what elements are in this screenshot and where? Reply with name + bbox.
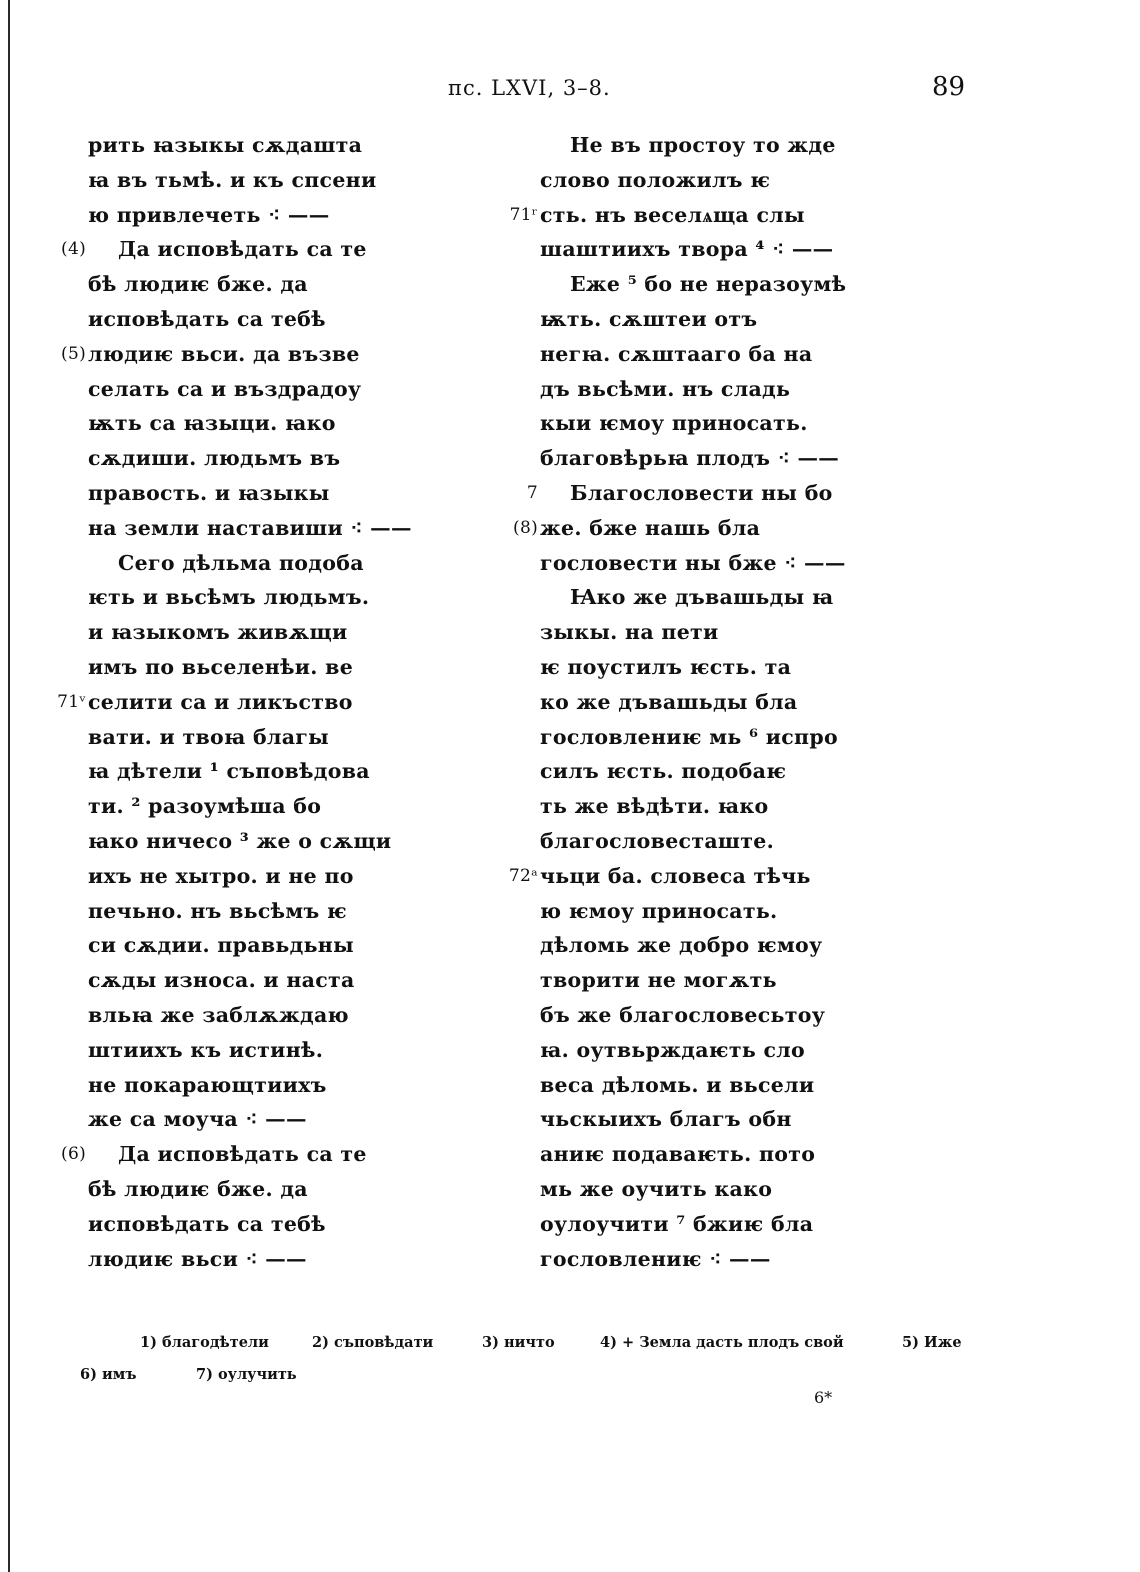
right-column (496, 128, 896, 1276)
line-text: Да исповѣдать са те (118, 1142, 367, 1167)
line-text: селити са и ликъство (88, 689, 353, 714)
text-line (496, 337, 896, 372)
line-text: ко же дъвашьды бла (540, 689, 798, 714)
line-marker: (4) (61, 239, 86, 260)
text-line (496, 650, 896, 685)
line-text: ѭть са ꙗзыци. ꙗко (88, 411, 336, 436)
left-column (40, 128, 480, 1276)
text-line (496, 1033, 896, 1068)
text-line (40, 372, 480, 407)
footnote-2: 2) съповѣдати (312, 1334, 434, 1351)
footnote-5: 5) Иже (902, 1334, 962, 1351)
text-line (40, 476, 480, 511)
text-line (496, 1242, 896, 1277)
text-line (496, 824, 896, 859)
text-line (40, 1033, 480, 1068)
text-line (40, 754, 480, 789)
text-line (40, 998, 480, 1033)
line-marker: 72ᵃ (508, 865, 538, 886)
line-text: ти. ² разоумѣша бо (88, 794, 322, 819)
line-text: дъ вьсѣми. нъ сладь (540, 376, 791, 401)
line-text: гословести ны бже ⁖ —— (540, 550, 846, 575)
line-text: правость. и ꙗзыкы (88, 480, 330, 505)
text-line (496, 302, 896, 337)
text-line (496, 441, 896, 476)
text-line (496, 232, 896, 267)
line-text: бѣ людиѥ бже. да (88, 1176, 308, 1201)
line-text: людиѥ вьси. да възве (88, 341, 360, 366)
text-line (40, 198, 480, 233)
text-line (40, 894, 480, 929)
text-line (40, 824, 480, 859)
line-text: людиѥ вьси ⁖ —— (88, 1246, 307, 1271)
text-line (40, 859, 480, 894)
text-line (496, 580, 896, 615)
text-line (496, 406, 896, 441)
line-text: гословлениѥ ⁖ —— (540, 1246, 771, 1271)
line-text: Ꙗко же дъвашьды ꙗ (570, 585, 834, 610)
text-line (496, 267, 896, 302)
line-text: кыи ѥмоу приносать. (540, 411, 808, 436)
line-text: ѥть и вьсѣмъ людьмъ. (88, 585, 370, 610)
line-text: исповѣдать са тебѣ (88, 306, 326, 331)
line-text: Не въ простоу то жде (570, 133, 836, 157)
line-text: ꙗ дѣтели ¹ съповѣдова (88, 759, 370, 784)
line-text: слово положилъ ѥ (540, 167, 771, 192)
line-text: ꙗко ничесо ³ же о сѫщи (88, 828, 392, 853)
text-line (496, 198, 896, 233)
line-text: Да исповѣдать са те (118, 237, 367, 262)
line-text: вати. и твоꙗ благы (88, 724, 330, 749)
running-title: пс. LXVI, 3–8. (448, 76, 611, 100)
page-left-edge (8, 0, 10, 1572)
line-text: штиихъ къ истинѣ. (88, 1037, 324, 1062)
line-text: Благословести ны бо (570, 480, 833, 505)
text-line (40, 1068, 480, 1103)
text-line (496, 894, 896, 929)
line-marker: (6) (61, 1144, 86, 1165)
line-text: рить ꙗзыкы сѫдашта (88, 133, 363, 157)
line-text: Еже ⁵ бо не неразоумѣ (570, 272, 847, 297)
line-text: дѣломь же добро ѥмоу (540, 933, 823, 958)
line-text: благословесташте. (540, 828, 775, 853)
text-line (496, 476, 896, 511)
line-text: сѫды износа. и наста (88, 968, 355, 993)
footnote-6: 6) имъ (80, 1366, 137, 1383)
line-text: бъ же благословесьтоу (540, 1002, 826, 1027)
text-line (496, 789, 896, 824)
line-text: оулоучити ⁷ бжиѥ бла (540, 1211, 814, 1236)
line-text: творити не могѫть (540, 968, 777, 993)
line-text: не покарающтиихъ (88, 1072, 327, 1097)
text-line (40, 928, 480, 963)
line-text: си сѫдии. правьдьны (88, 933, 354, 958)
line-marker: (8) (513, 517, 538, 538)
line-text: ѥ поустилъ ѥсть. та (540, 654, 792, 679)
text-line (496, 1207, 896, 1242)
text-line (40, 511, 480, 546)
text-line (496, 859, 896, 894)
page-header (0, 72, 1140, 106)
text-line (40, 685, 480, 720)
text-line (496, 615, 896, 650)
text-line (40, 441, 480, 476)
text-line (496, 546, 896, 581)
text-line (40, 302, 480, 337)
text-line (496, 998, 896, 1033)
line-text: селать са и въздрадоу (88, 376, 362, 401)
line-text: ꙗ. оутвьрждаѥть сло (540, 1037, 806, 1062)
line-text: ихъ не хытро. и не по (88, 863, 354, 888)
text-line (496, 720, 896, 755)
line-text: зыкы. на пети (540, 620, 719, 645)
text-line (496, 754, 896, 789)
line-text: ю привлечеть ⁖ —— (88, 202, 330, 227)
text-line (496, 1068, 896, 1103)
text-line (496, 928, 896, 963)
line-text: веса дѣломь. и вьсели (540, 1072, 815, 1097)
text-line (40, 546, 480, 581)
text-line (40, 1242, 480, 1277)
line-text: ть же вѣдѣти. ꙗко (540, 794, 769, 819)
text-line (496, 963, 896, 998)
text-line (40, 615, 480, 650)
line-text: исповѣдать са тебѣ (88, 1211, 326, 1236)
line-text: бѣ людиѥ бже. да (88, 272, 308, 297)
line-text: негꙗ. сѫштааго ба на (540, 341, 813, 366)
line-text: ю ѥмоу приносать. (540, 898, 778, 923)
text-line (40, 720, 480, 755)
line-text: сть. нъ веселѧща слы (540, 202, 805, 227)
line-text: вльꙗ же заблѫждаю (88, 1002, 349, 1027)
text-line (40, 1102, 480, 1137)
text-line (496, 685, 896, 720)
footnote-3: 3) ничто (482, 1334, 555, 1351)
line-text: же. бже нашь бла (540, 515, 761, 540)
text-line (40, 789, 480, 824)
line-text: благовѣрьꙗ плодъ ⁖ —— (540, 446, 840, 471)
line-text: аниѥ подаваѥть. пото (540, 1142, 816, 1167)
footnote-1: 1) благодѣтели (140, 1334, 269, 1351)
line-marker: 71ᵛ (57, 691, 86, 712)
line-text: шаштиихъ твора ⁴ ⁖ —— (540, 237, 834, 262)
text-line (40, 963, 480, 998)
line-text: мь же оучить како (540, 1176, 773, 1201)
text-line (40, 337, 480, 372)
text-line (496, 511, 896, 546)
page-number: 89 (932, 72, 966, 102)
line-text: гословлениѥ мь ⁶ испро (540, 724, 838, 749)
line-text: и ꙗзыкомъ живѫщи (88, 620, 348, 645)
text-line (496, 1137, 896, 1172)
signature-mark: 6* (814, 1388, 833, 1407)
text-line (496, 128, 896, 163)
text-line (40, 650, 480, 685)
line-text: чьци ба. словеса тѣчь (540, 863, 811, 888)
line-text: печьно. нъ вьсѣмъ ѥ (88, 898, 347, 923)
text-line (496, 1102, 896, 1137)
line-text: Сего дѣльма подоба (118, 550, 364, 575)
text-line (40, 128, 480, 163)
line-text: силъ ѥсть. подобаѥ (540, 759, 787, 784)
text-line (496, 163, 896, 198)
line-text: имъ по вьселенѣи. ве (88, 654, 354, 679)
text-line (40, 580, 480, 615)
line-marker: 71ʳ (509, 204, 538, 225)
text-line (40, 406, 480, 441)
line-text: же са моуча ⁖ —— (88, 1107, 307, 1132)
text-line (40, 1137, 480, 1172)
text-line (40, 267, 480, 302)
text-line (40, 1207, 480, 1242)
text-line (496, 1172, 896, 1207)
text-line (40, 1172, 480, 1207)
line-marker: (5) (61, 343, 86, 364)
text-line (40, 232, 480, 267)
line-text: чьскыихъ благъ обн (540, 1107, 792, 1132)
line-text: ѭть. сѫштеи отъ (540, 306, 758, 331)
line-text: сѫдиши. людьмъ въ (88, 446, 341, 471)
line-text: ꙗ въ тьмѣ. и къ спсени (88, 167, 377, 192)
line-marker: 7 (526, 482, 538, 503)
footnote-7: 7) оулучить (196, 1366, 297, 1383)
line-text: на земли наставиши ⁖ —— (88, 515, 412, 540)
footnote-4: 4) + Земла дасть плодъ свой (600, 1334, 844, 1351)
text-line (40, 163, 480, 198)
text-line (496, 372, 896, 407)
